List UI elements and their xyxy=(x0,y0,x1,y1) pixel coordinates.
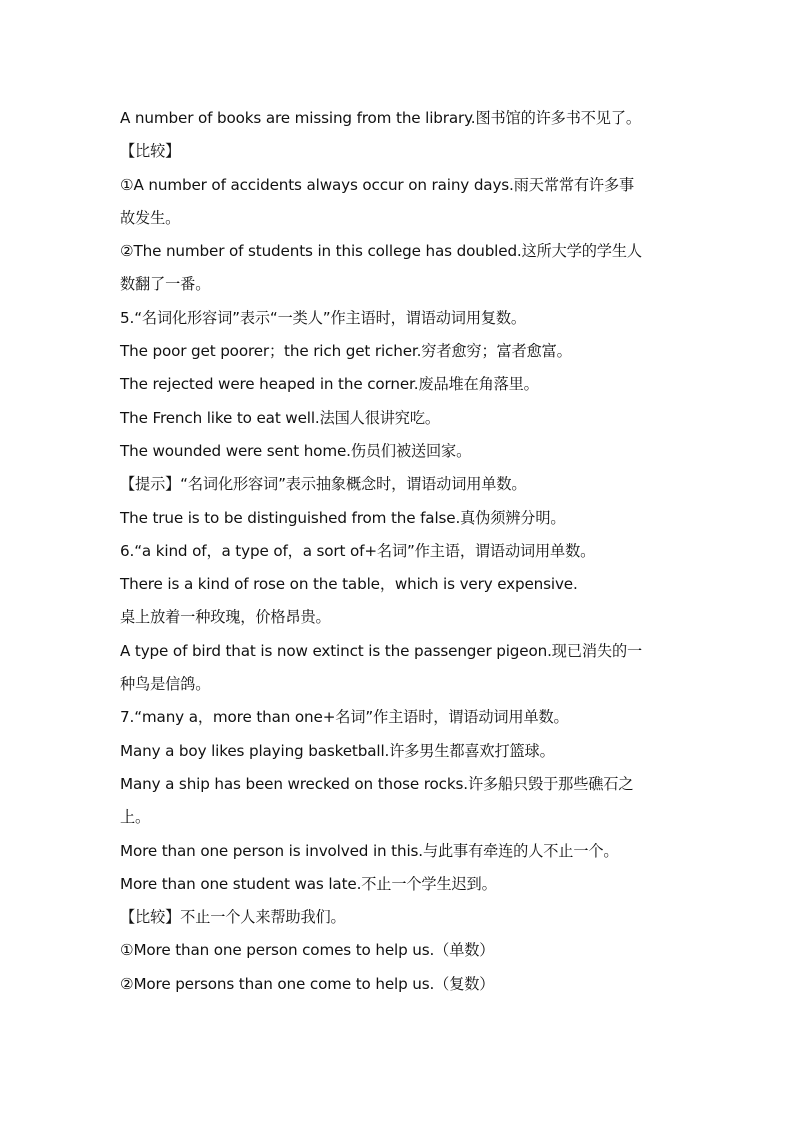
text-line: A number of books are missing from the library.图书馆的许多书不见了。 xyxy=(120,109,641,127)
text-line: A type of bird that is now extinct is the passenger pigeon.现已消失的一 xyxy=(120,641,643,660)
text-line: Many a boy likes playing basketball.许多男生都喜欢打篮球。 xyxy=(120,741,555,760)
text-line: There is a kind of rose on the table，which is very expensive. xyxy=(120,575,578,594)
text-line: More than one student was late.不止一个学生迟到。 xyxy=(120,874,497,893)
text-line: The poor get poorer；the rich get richer.穷者愈穷；富者愈富。 xyxy=(120,342,572,361)
text-line: 【提示】“名词化形容词”表示抽象概念时，谓语动词用单数。 xyxy=(120,475,527,494)
text-line: 【比较】不止一个人来帮助我们。 xyxy=(120,908,346,927)
document-body xyxy=(120,102,680,1001)
text-line: 桌上放着一种玫瑰，价格昂贵。 xyxy=(120,608,331,627)
text-line: The rejected were heaped in the corner.废品堆在角落里。 xyxy=(120,375,539,394)
text-line: 6.“a kind of，a type of，a sort of+名词”作主语，谓语动词用单数。 xyxy=(120,541,596,560)
text-line: The French like to eat well.法国人很讲究吃。 xyxy=(120,408,440,427)
text-line: 上。 xyxy=(120,808,151,827)
text-line: The true is to be distinguished from the false.真伪须辨分明。 xyxy=(120,508,566,527)
text-line: 【比较】 xyxy=(120,142,181,161)
text-line: ①A number of accidents always occur on rainy days.雨天常常有许多事 xyxy=(120,175,635,194)
text-line: ①More than one person comes to help us.（单数） xyxy=(120,941,495,960)
text-line: Many a ship has been wrecked on those rocks.许多船只毁于那些礁石之 xyxy=(120,774,634,793)
text-line: More than one person is involved in this.与此事有牵连的人不止一个。 xyxy=(120,841,619,860)
text-line: 种鸟是信鸽。 xyxy=(120,675,211,694)
text-line: 7.“many a，more than one+名词”作主语时，谓语动词用单数。 xyxy=(120,708,569,727)
text-line: 数翻了一番。 xyxy=(120,275,211,294)
text-line: 故发生。 xyxy=(120,208,181,227)
text-line: ②The number of students in this college has doubled.这所大学的学生人 xyxy=(120,242,642,261)
text-line: 5.“名词化形容词”表示“一类人”作主语时，谓语动词用复数。 xyxy=(120,308,526,327)
text-line: ②More persons than one come to help us.（复数） xyxy=(120,974,495,993)
text-line: The wounded were sent home.伤员们被送回家。 xyxy=(120,441,472,460)
